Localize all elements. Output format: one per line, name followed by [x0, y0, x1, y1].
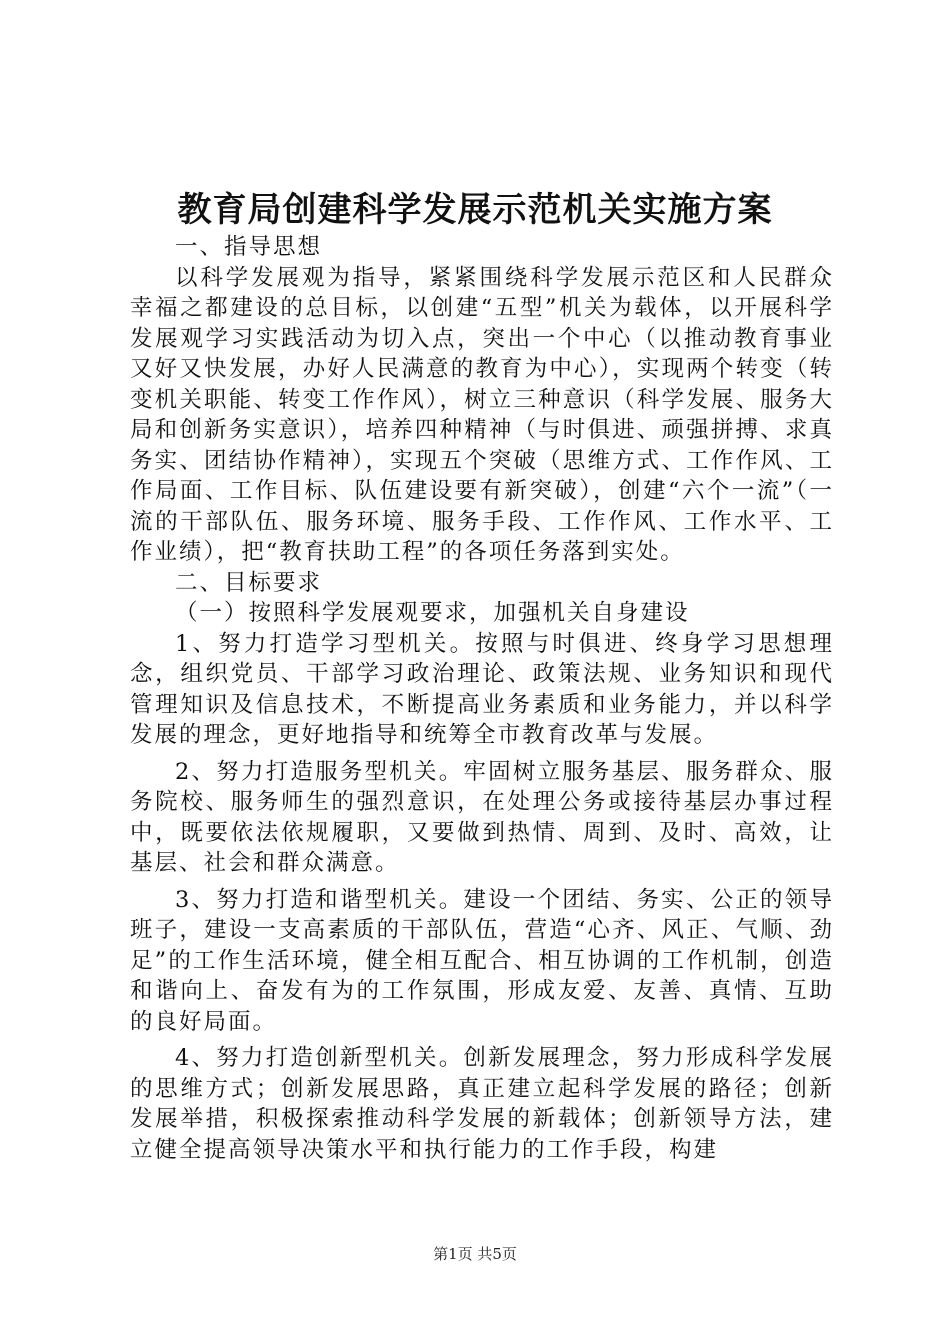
page-number-footer: 第1页 共5页 — [433, 1245, 517, 1263]
paragraph-harmonious-organ: 3、努力打造和谐型机关。建设一个团结、务实、公正的领导班子，建设一支高素质的干部队伍，营造“心齐、风正、气顺、劲足”的工作生活环境，健全相互配合、相互协调的工作机制，创造和谐向上、奋发有为的工作氛围，形成友爱、友善、真情、互助的良好局面。 — [130, 886, 834, 1035]
document-body — [130, 232, 834, 1165]
subsection-heading-self-building: （一）按照科学发展观要求，加强机关自身建设 — [175, 600, 690, 626]
paragraph-service-organ: 2、努力打造服务型机关。牢固树立服务基层、服务群众、服务院校、服务师生的强烈意识，在处理公务或接待基层办事过程中，既要依法依规履职，又要做到热情、周到、及时、高效，让基层、社会和群众满意。 — [130, 758, 834, 876]
paragraph-guiding-ideology: 以科学发展观为指导，紧紧围绕科学发展示范区和人民群众幸福之都建设的总目标，以创建“五型”机关为载体，以开展科学发展观学习实践活动为切入点，突出一个中心（以推动教育事业又好又快发展，办好人民满意的教育为中心），实现两个转变（转变机关职能、转变工作作风），树立三种意识（科学发展、服务大局和创新务实意识），培养四种精神（与时俱进、顽强拼搏、求真务实、团结协作精神），实现五个突破（思维方式、工作作风、工作局面、工作目标、队伍建设要有新突破），创建“六个一流”（一流的干部队伍、服务环境、服务手段、工作作风、工作水平、工作业绩），把“教育扶助工程”的各项任务落到实处。 — [130, 264, 834, 565]
paragraph-innovative-organ: 4、努力打造创新型机关。创新发展理念，努力形成科学发展的思维方式；创新发展思路，真正建立起科学发展的路径；创新发展举措，积极探索推动科学发展的新载体；创新领导方法，建立健全提高领导决策水平和执行能力的工作手段，构建 — [130, 1045, 834, 1163]
paragraph-learning-organ: 1、努力打造学习型机关。按照与时俱进、终身学习思想理念，组织党员、干部学习政治理论、政策法规、业务知识和现代管理知识及信息技术，不断提高业务素质和业务能力，并以科学发展的理念，更好地指导和统筹全市教育改革与发展。 — [130, 630, 834, 748]
section-heading-goals: 二、目标要求 — [175, 569, 323, 596]
document-title: 教育局创建科学发展示范机关实施方案 — [177, 190, 773, 230]
section-heading-guiding-ideology: 一、指导思想 — [175, 234, 323, 260]
